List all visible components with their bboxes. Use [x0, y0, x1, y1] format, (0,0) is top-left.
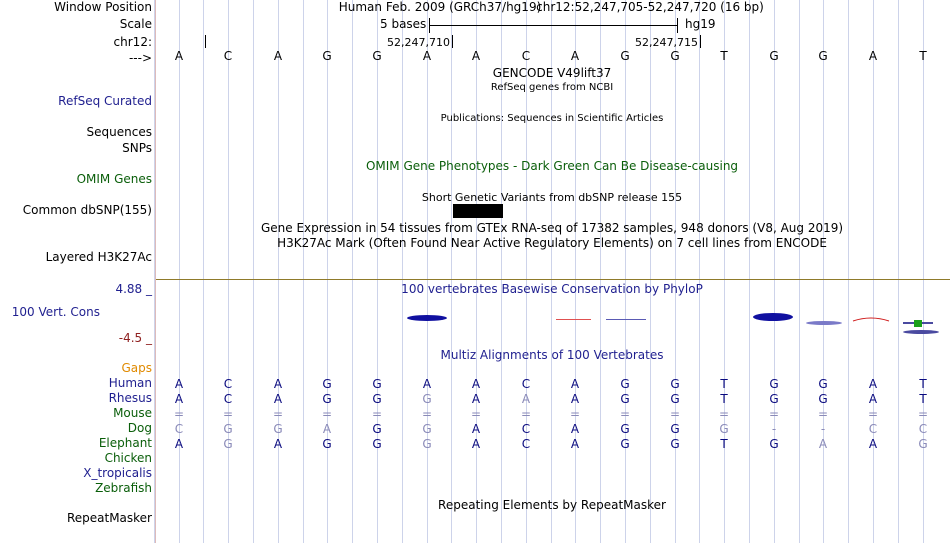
base: A: [471, 422, 481, 436]
grid-line: [427, 0, 428, 543]
base: =: [569, 407, 581, 421]
dbsnp-track-label[interactable]: Common dbSNP(155): [22, 203, 152, 217]
base: C: [918, 422, 928, 436]
base: A: [570, 422, 580, 436]
grid-line: [278, 0, 279, 543]
base: A: [174, 377, 184, 391]
base: A: [570, 49, 580, 63]
grid-line: [923, 0, 924, 543]
grid-line: [898, 0, 899, 543]
base: =: [173, 407, 185, 421]
species-xtropicalis-label[interactable]: X_tropicalis: [83, 466, 152, 480]
scale-label: Scale: [119, 17, 152, 31]
repeatmasker-track-label[interactable]: RepeatMasker: [66, 511, 152, 525]
base: =: [222, 407, 234, 421]
base: G: [769, 49, 779, 63]
grid-line: [327, 0, 328, 543]
ruler-tick: [452, 35, 453, 48]
base: =: [817, 407, 829, 421]
base: G: [223, 437, 233, 451]
grid-line: [699, 0, 700, 543]
base: C: [223, 392, 233, 406]
grid-line: [203, 0, 204, 543]
ruler-tick: [205, 35, 206, 48]
base: G: [670, 49, 680, 63]
base: G: [322, 392, 332, 406]
h3k27ac-track-label[interactable]: Layered H3K27Ac: [45, 250, 152, 264]
track-label-column: [0, 0, 156, 543]
base: G: [322, 377, 332, 391]
repeatmasker-track-title: Repeating Elements by RepeatMasker: [438, 498, 666, 512]
conservation-wiggle[interactable]: [156, 300, 950, 340]
gaps-label[interactable]: Gaps: [121, 361, 152, 375]
base: T: [720, 437, 728, 451]
omim-track-title: OMIM Gene Phenotypes - Dark Green Can Be Disease-causing: [365, 159, 739, 173]
grid-line: [476, 0, 477, 543]
grid-line: [377, 0, 378, 543]
base: T: [919, 49, 927, 63]
base: G: [273, 422, 283, 436]
base: A: [471, 437, 481, 451]
base: G: [422, 437, 432, 451]
base: G: [422, 392, 432, 406]
grid-line: [154, 0, 155, 543]
multiz-track-title: Multiz Alignments of 100 Vertebrates: [440, 348, 664, 362]
base: =: [718, 407, 730, 421]
base: A: [273, 392, 283, 406]
base: A: [818, 437, 828, 451]
base: G: [769, 377, 779, 391]
base: A: [521, 392, 531, 406]
grid-line: [749, 0, 750, 543]
species-human-label[interactable]: Human: [108, 376, 152, 390]
base: C: [521, 49, 531, 63]
base: G: [769, 392, 779, 406]
base: =: [421, 407, 433, 421]
grid-line: [352, 0, 353, 543]
position-readout: chr12:52,247,705-52,247,720 (16 bp): [536, 0, 764, 14]
base: =: [768, 407, 780, 421]
base: A: [570, 437, 580, 451]
grid-line: [823, 0, 824, 543]
base: =: [619, 407, 631, 421]
base: =: [867, 407, 879, 421]
base: A: [273, 377, 283, 391]
base: A: [868, 437, 878, 451]
base: T: [720, 377, 728, 391]
base: G: [620, 49, 630, 63]
ruler-coord-2: 52,247,715: [635, 36, 698, 49]
base: T: [919, 392, 927, 406]
base: C: [174, 422, 184, 436]
base: G: [620, 422, 630, 436]
species-mouse-label[interactable]: Mouse: [113, 406, 152, 420]
window-position-label: Window Position: [54, 0, 152, 14]
base: G: [223, 422, 233, 436]
base: =: [917, 407, 929, 421]
species-chicken-label[interactable]: Chicken: [104, 451, 152, 465]
h3k27ac-track-title: H3K27Ac Mark (Often Found Near Active Regulatory Elements) on 7 cell lines from ENCODE: [277, 236, 827, 250]
base: A: [174, 437, 184, 451]
dbsnp-variant-block[interactable]: [453, 204, 503, 218]
base: =: [272, 407, 284, 421]
refseq-track-title: RefSeq genes from NCBI: [490, 82, 614, 93]
publications-track-title: Publications: Sequences in Scientific Articles: [440, 113, 664, 124]
base: T: [919, 377, 927, 391]
species-rhesus-label[interactable]: Rhesus: [108, 391, 152, 405]
base: G: [719, 422, 729, 436]
base: C: [521, 422, 531, 436]
species-dog-label[interactable]: Dog: [127, 421, 152, 435]
base: A: [422, 49, 432, 63]
base: G: [322, 437, 332, 451]
base: A: [273, 49, 283, 63]
species-elephant-label[interactable]: Elephant: [98, 436, 152, 450]
base: G: [620, 437, 630, 451]
base: G: [372, 49, 382, 63]
base: A: [868, 377, 878, 391]
gtex-track-title: Gene Expression in 54 tissues from GTEx RNA-seq of 17382 samples, 948 donors (V8, Aug 2019): [260, 221, 844, 235]
base: G: [818, 392, 828, 406]
grid-line: [179, 0, 180, 543]
base: A: [570, 377, 580, 391]
base: A: [174, 49, 184, 63]
gencode-track-title[interactable]: GENCODE V49lift37: [492, 66, 612, 80]
base: G: [818, 377, 828, 391]
grid-line: [774, 0, 775, 543]
species-zebrafish-label[interactable]: Zebrafish: [95, 481, 152, 495]
base: -: [771, 422, 777, 436]
grid-line: [848, 0, 849, 543]
base: =: [520, 407, 532, 421]
cons-track-label[interactable]: 100 Vert. Cons: [11, 305, 100, 319]
base: G: [372, 437, 382, 451]
dbsnp-track-title: Short Genetic Variants from dbSNP release 155: [421, 191, 683, 204]
base: G: [620, 377, 630, 391]
track-divider: [156, 279, 950, 280]
grid-line: [253, 0, 254, 543]
grid-line: [650, 0, 651, 543]
base: =: [371, 407, 383, 421]
base: G: [372, 422, 382, 436]
sequences-track-label[interactable]: Sequences: [86, 125, 152, 139]
base: A: [322, 422, 332, 436]
base: -: [820, 422, 826, 436]
snps-track-label[interactable]: SNPs: [122, 141, 152, 155]
base: C: [521, 437, 531, 451]
base: C: [521, 377, 531, 391]
base: A: [570, 392, 580, 406]
base: G: [670, 392, 680, 406]
base: G: [620, 392, 630, 406]
base: =: [321, 407, 333, 421]
grid-line: [228, 0, 229, 543]
base: A: [273, 437, 283, 451]
grid-line: [303, 0, 304, 543]
strand-arrow-label[interactable]: --->: [128, 51, 152, 65]
base: G: [322, 49, 332, 63]
phylop-track-title: 100 vertebrates Basewise Conservation by PhyloP: [401, 282, 703, 296]
ruler-coord-1: 52,247,710: [387, 36, 450, 49]
omim-track-label[interactable]: OMIM Genes: [76, 172, 152, 186]
base: G: [818, 49, 828, 63]
base: G: [769, 437, 779, 451]
base: T: [720, 392, 728, 406]
cons-min-label: -4.5 _: [118, 331, 152, 345]
base: T: [720, 49, 728, 63]
grid-line: [451, 0, 452, 543]
base: G: [372, 392, 382, 406]
base: C: [868, 422, 878, 436]
base: =: [669, 407, 681, 421]
grid-line: [873, 0, 874, 543]
cons-max-label: 4.88 _: [115, 282, 152, 296]
base: G: [670, 437, 680, 451]
track-image[interactable]: [156, 0, 950, 543]
base: A: [471, 392, 481, 406]
grid-line: [724, 0, 725, 543]
base: A: [422, 377, 432, 391]
base: G: [670, 422, 680, 436]
scale-bar: [429, 25, 678, 26]
base: A: [868, 49, 878, 63]
refseq-track-label[interactable]: RefSeq Curated: [58, 94, 152, 108]
chromosome-label[interactable]: chr12:: [113, 35, 152, 49]
db-label: hg19: [685, 17, 716, 31]
base: G: [372, 377, 382, 391]
base: A: [471, 49, 481, 63]
scale-bar-right-tick: [677, 18, 678, 33]
scale-text: 5 bases: [380, 17, 427, 31]
base: G: [670, 377, 680, 391]
base: A: [174, 392, 184, 406]
base: G: [422, 422, 432, 436]
grid-line: [799, 0, 800, 543]
base: =: [470, 407, 482, 421]
grid-line: [675, 0, 676, 543]
base: C: [223, 377, 233, 391]
base: C: [223, 49, 233, 63]
ruler-tick: [700, 35, 701, 48]
grid-line: [402, 0, 403, 543]
grid-line: [625, 0, 626, 543]
assembly-title: Human Feb. 2009 (GRCh37/hg19): [338, 0, 542, 14]
base: G: [918, 437, 928, 451]
base: A: [868, 392, 878, 406]
base: A: [471, 377, 481, 391]
